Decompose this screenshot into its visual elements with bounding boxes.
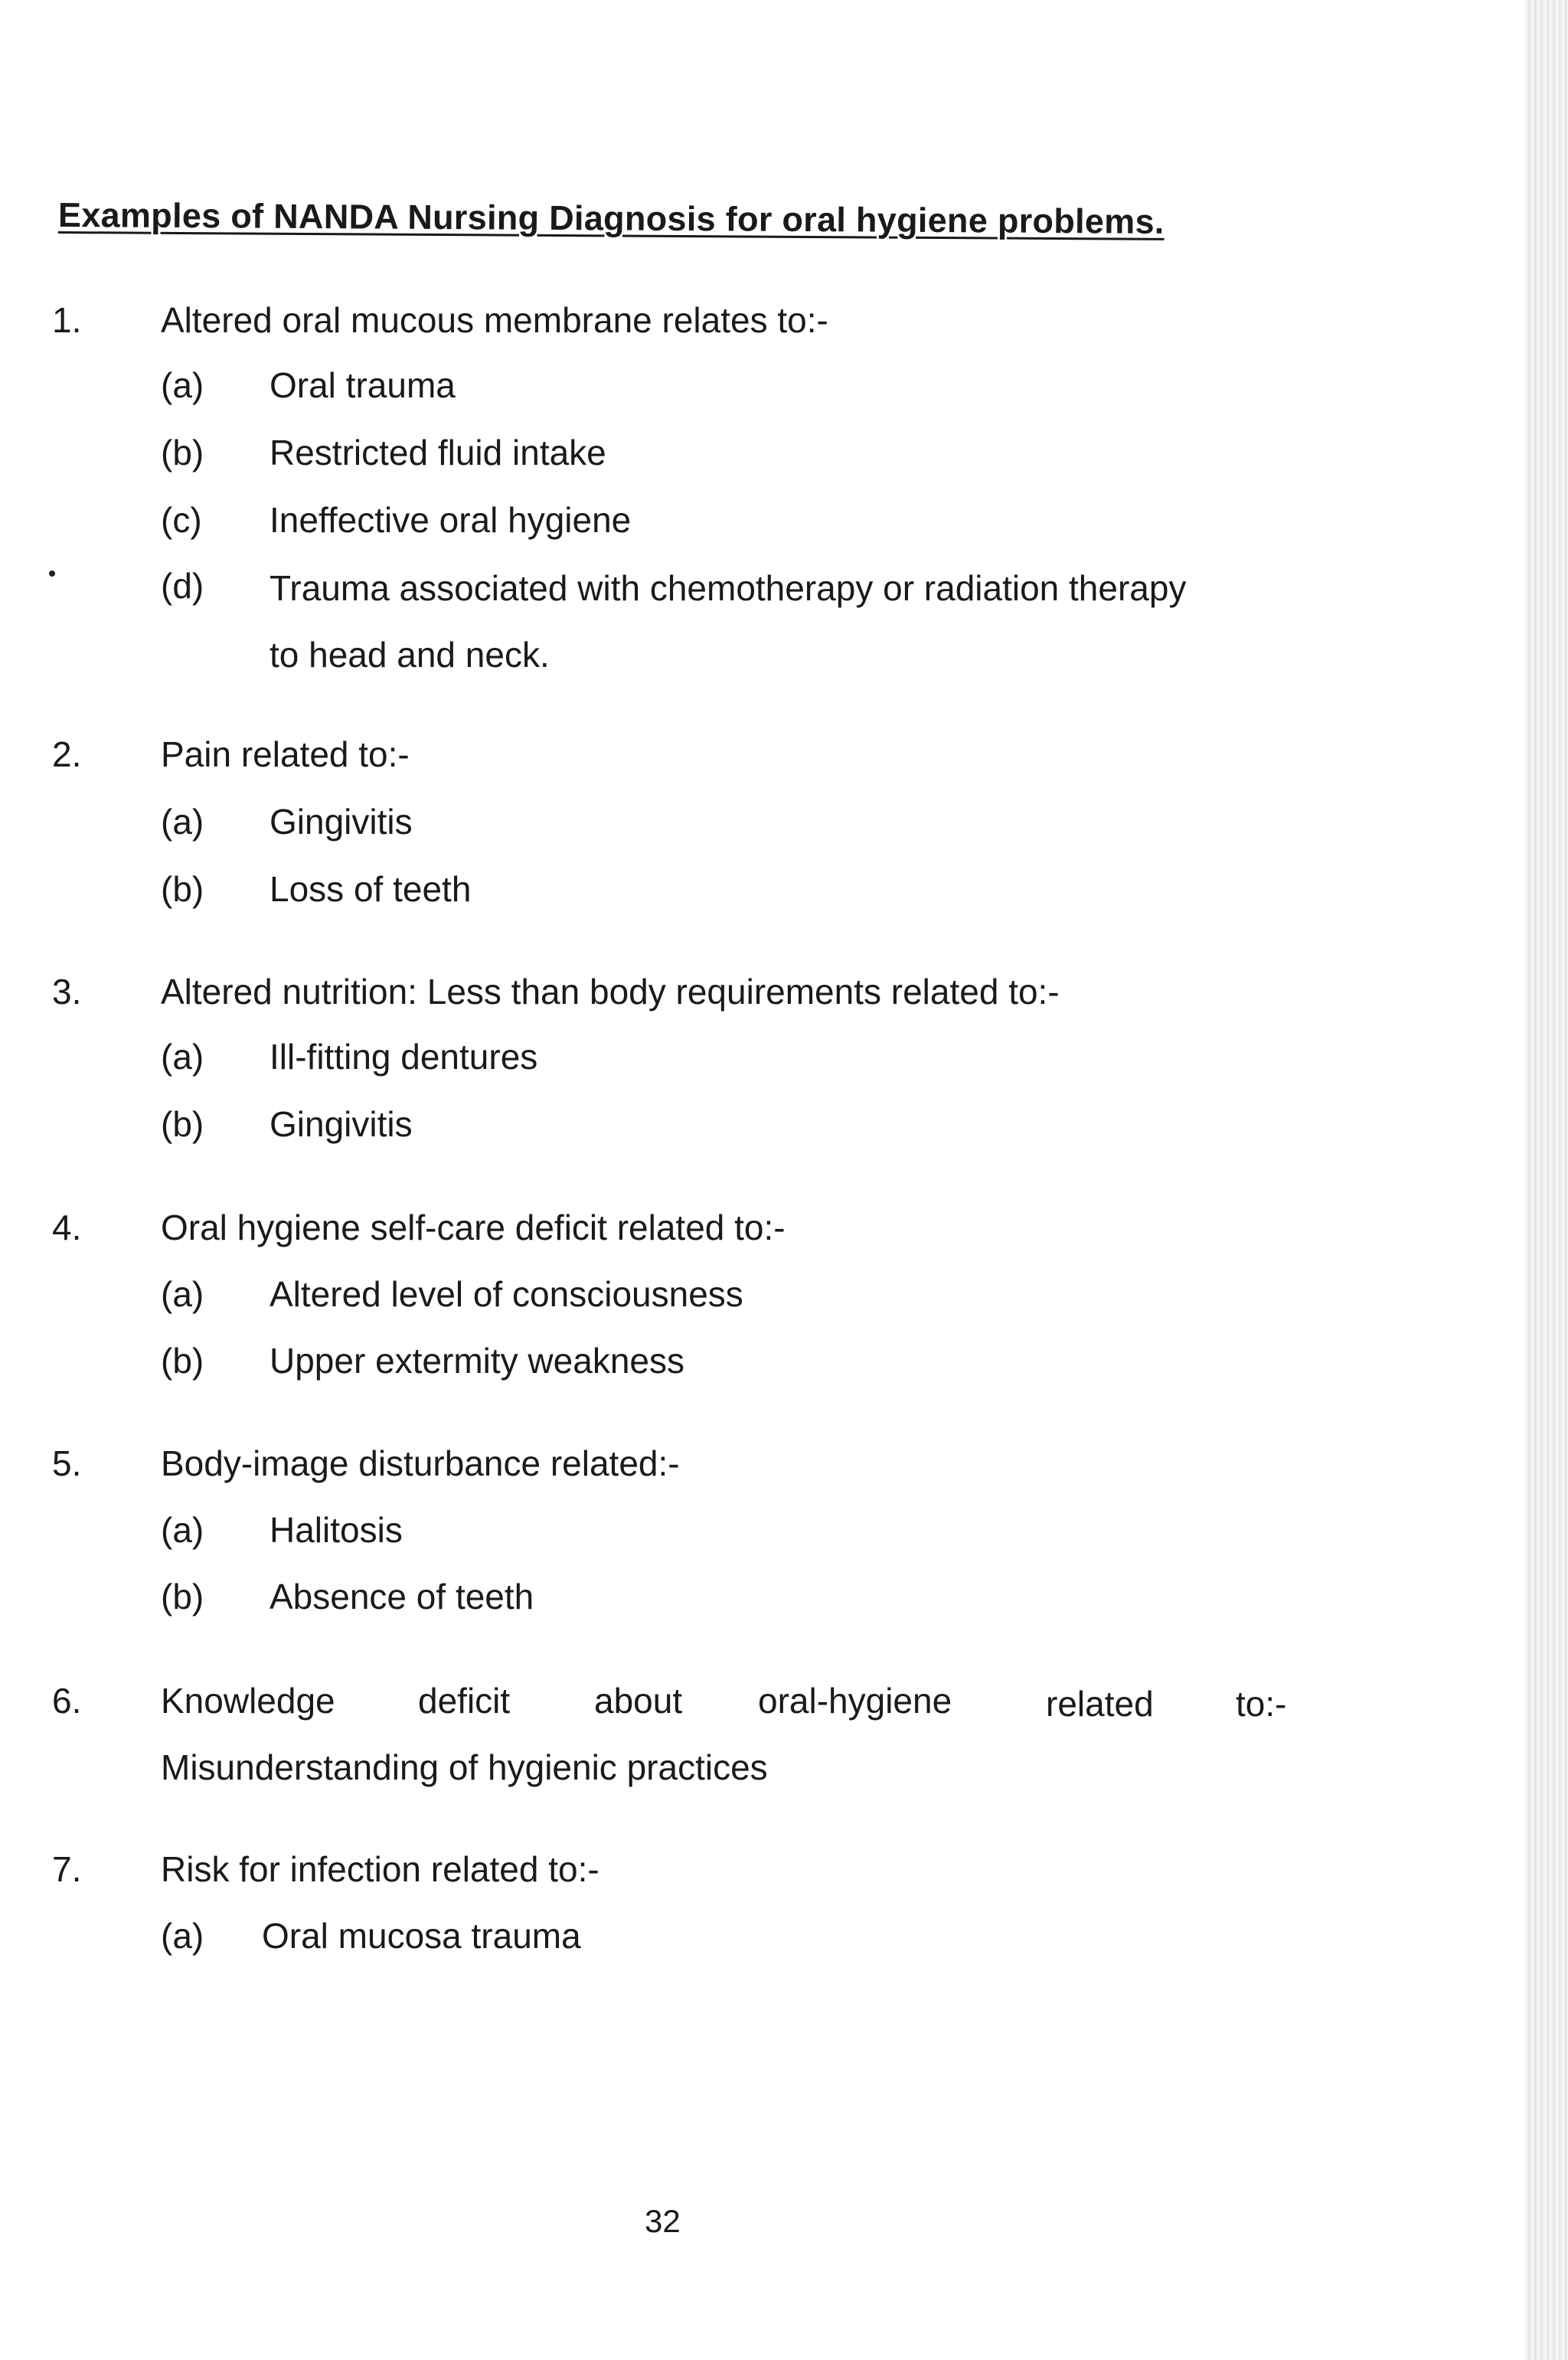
sub-text: Altered level of consciousness <box>270 1274 743 1314</box>
stray-mark <box>49 570 55 577</box>
sub-letter: (c) <box>161 500 202 540</box>
sub-text: Ill-fitting dentures <box>270 1037 538 1077</box>
item-number: 7. <box>52 1849 82 1889</box>
item-number: 1. <box>52 300 82 340</box>
sub-text: Oral trauma <box>270 365 456 405</box>
sub-letter: (a) <box>161 1916 204 1956</box>
sub-text: Ineffective oral hygiene <box>270 500 632 540</box>
page-title: Examples of NANDA Nursing Diagnosis for oral hygiene problems. <box>57 195 1165 241</box>
item-text-continuation: Misunderstanding of hygienic practices <box>161 1747 768 1787</box>
sub-text: Loss of teeth <box>270 869 472 909</box>
sub-letter: (a) <box>161 1274 204 1314</box>
sub-letter: (b) <box>161 1341 204 1381</box>
item-number: 2. <box>52 734 82 774</box>
sub-letter: (a) <box>161 1037 204 1077</box>
item-text: Altered oral mucous membrane relates to:- <box>161 300 828 340</box>
sub-text: Upper extermity weakness <box>270 1341 684 1381</box>
sub-letter: (b) <box>161 1577 204 1616</box>
item-word: deficit <box>418 1681 511 1721</box>
sub-letter: (b) <box>161 1104 204 1144</box>
item-number: 4. <box>52 1208 82 1247</box>
item-word: related <box>1046 1684 1154 1724</box>
sub-letter: (a) <box>161 1510 204 1550</box>
item-number: 5. <box>52 1443 82 1483</box>
scanned-page-edge <box>1525 0 1568 2360</box>
item-word: about <box>594 1681 683 1721</box>
page-number: 32 <box>645 2203 681 2239</box>
item-text: Oral hygiene self-care deficit related to:- <box>161 1208 786 1247</box>
item-number: 6. <box>52 1681 82 1721</box>
item-word: Knowledge <box>161 1681 335 1721</box>
sub-text: Trauma associated with chemotherapy or radiation therapy <box>270 568 1187 608</box>
sub-text-continuation: to head and neck. <box>270 635 550 675</box>
item-word: oral-hygiene <box>758 1681 952 1721</box>
sub-text: Restricted fluid intake <box>270 433 606 472</box>
item-text: Risk for infection related to:- <box>161 1849 599 1889</box>
sub-text: Absence of teeth <box>270 1577 534 1616</box>
sub-letter: (b) <box>161 433 204 472</box>
item-text: Body-image disturbance related:- <box>161 1443 680 1483</box>
item-word: to:- <box>1236 1684 1287 1724</box>
sub-letter: (a) <box>161 802 204 842</box>
item-number: 3. <box>52 972 82 1012</box>
item-text: Altered nutrition: Less than body requirements related to:- <box>161 972 1060 1012</box>
sub-text: Gingivitis <box>270 1104 413 1144</box>
sub-text: Halitosis <box>270 1510 403 1550</box>
sub-letter: (b) <box>161 869 204 909</box>
sub-letter: (d) <box>161 566 204 606</box>
sub-text: Gingivitis <box>270 802 413 842</box>
sub-text: Oral mucosa trauma <box>262 1916 581 1956</box>
sub-letter: (a) <box>161 365 204 405</box>
item-text: Pain related to:- <box>161 734 410 774</box>
